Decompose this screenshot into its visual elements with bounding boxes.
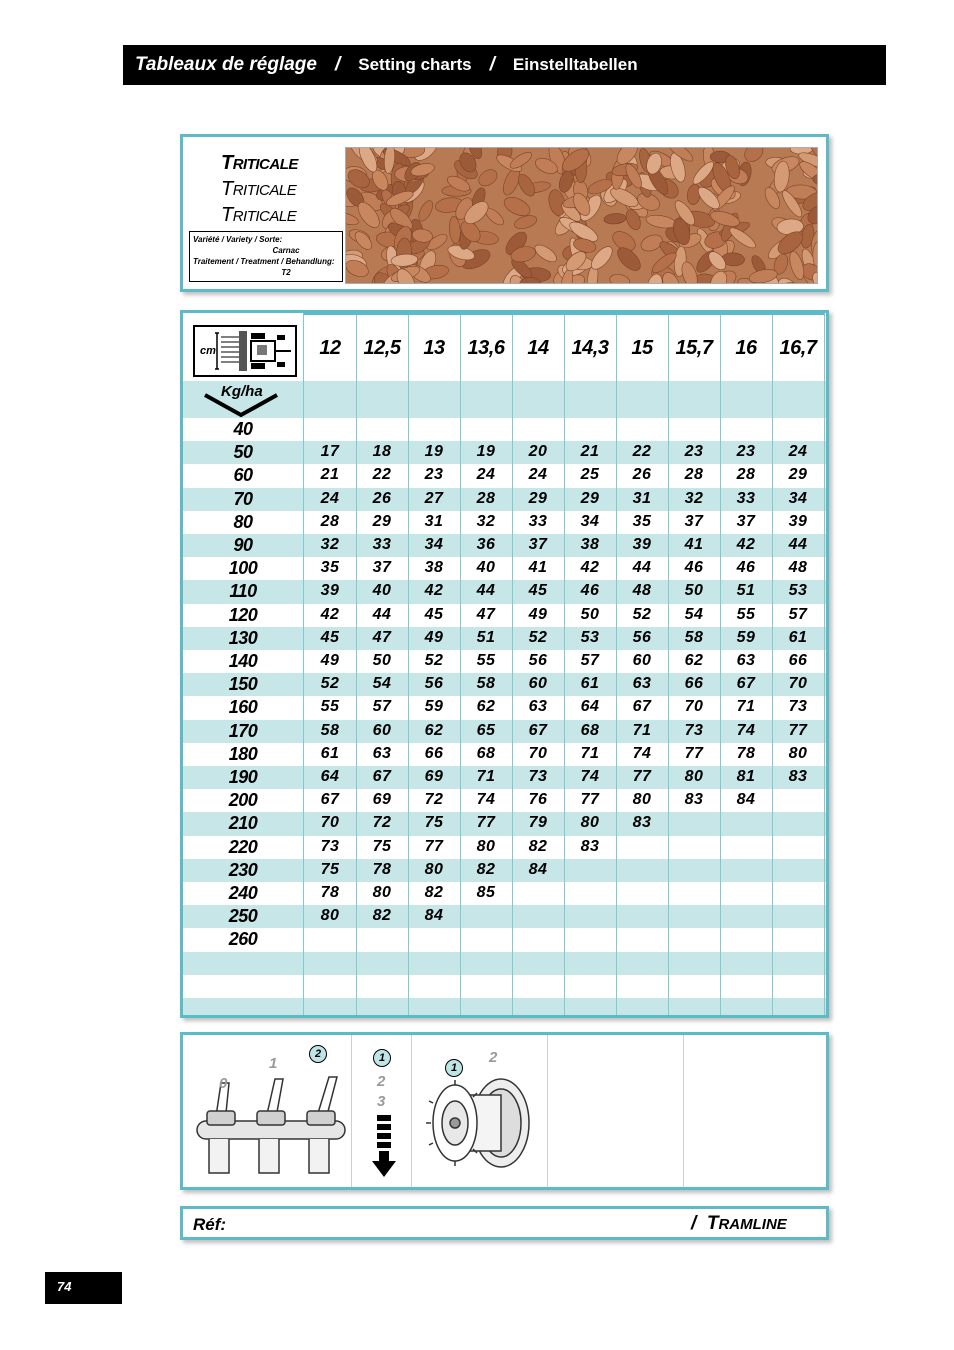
table-cell: 52 (632, 605, 652, 623)
table-cell: 47 (372, 628, 392, 646)
table-cell: 61 (580, 675, 600, 693)
table-cell: 80 (320, 907, 340, 925)
table-cell: 74 (476, 791, 496, 809)
table-cell: 78 (736, 744, 756, 762)
table-cell: 71 (736, 698, 756, 716)
table-cell: 33 (372, 536, 392, 553)
table-cell: 29 (528, 489, 548, 507)
table-cell: 58 (684, 628, 704, 646)
row-rate-label: 40 (233, 419, 253, 439)
tractor-drill-icon (193, 325, 297, 377)
row-rate-label: 70 (233, 488, 253, 509)
page-number: 74 (45, 1272, 122, 1304)
column-header-width: 12 (304, 313, 356, 381)
table-cell: 53 (788, 582, 808, 600)
header-title-de: Einstelltabellen (512, 55, 638, 74)
row-rate-label: 120 (228, 604, 258, 625)
table-cell: 45 (528, 582, 548, 600)
table-cell: 55 (736, 605, 756, 623)
table-cell: 47 (476, 605, 496, 623)
table-cell: 28 (320, 512, 340, 530)
table-cell: 48 (632, 582, 652, 600)
table-cell: 37 (736, 512, 756, 530)
table-cell: 80 (424, 860, 444, 878)
column-header-width: 16 (720, 313, 772, 381)
table-cell: 52 (320, 675, 340, 693)
table-cell: 59 (424, 698, 444, 716)
table-cell: 52 (424, 652, 444, 669)
setting-chart-table (180, 310, 829, 1018)
table-cell: 85 (476, 884, 496, 901)
table-cell: 80 (372, 884, 392, 901)
page-header (123, 45, 886, 85)
table-cell: 52 (528, 628, 548, 646)
table-cell: 77 (424, 837, 444, 855)
ref-label: Réf: (193, 1215, 227, 1234)
table-cell: 24 (476, 466, 496, 484)
table-cell: 57 (788, 605, 808, 623)
table-cell: 67 (528, 721, 548, 739)
reference-box (180, 1206, 829, 1240)
table-stripe (183, 952, 826, 975)
table-cell: 34 (580, 512, 600, 530)
table-cell: 38 (424, 559, 444, 577)
table-cell: 51 (736, 582, 756, 600)
table-cell: 37 (528, 536, 548, 553)
column-header-width: 14 (512, 313, 564, 381)
table-cell: 21 (580, 443, 600, 461)
row-rate-label: 190 (228, 767, 258, 787)
table-cell: 78 (320, 884, 340, 901)
table-cell: 80 (476, 837, 496, 855)
row-rate-label: 160 (228, 697, 258, 718)
crop-names (221, 151, 298, 229)
grain-kernel (645, 213, 677, 230)
svg-text:cm: cm (200, 345, 216, 357)
table-cell: 82 (528, 837, 548, 855)
table-cell: 60 (528, 675, 548, 693)
table-cell: 80 (684, 768, 704, 785)
table-cell: 39 (632, 536, 652, 553)
table-cell: 77 (632, 768, 652, 785)
row-rate-label: 230 (228, 859, 258, 880)
table-cell: 62 (684, 652, 704, 669)
svg-text:Kg/ha: Kg/ha (221, 383, 263, 400)
table-cell: 72 (372, 814, 392, 832)
table-cell: 23 (736, 443, 756, 461)
table-cell: 70 (788, 675, 808, 693)
settings-divider (547, 1035, 548, 1187)
tramline-label: / TRAMLINE (691, 1213, 787, 1234)
table-cell: 82 (424, 884, 444, 901)
table-cell: 76 (528, 791, 548, 809)
table-cell: 83 (788, 768, 808, 785)
table-cell: 83 (580, 837, 600, 855)
row-rate-label: 250 (228, 906, 258, 927)
table-cell: 36 (476, 536, 496, 553)
table-cell: 53 (580, 628, 600, 646)
table-cell: 70 (684, 698, 704, 716)
row-rate-label: 170 (228, 720, 258, 741)
row-rate-label: 50 (233, 442, 253, 463)
table-cell: 37 (684, 512, 704, 530)
table-cell: 44 (632, 559, 652, 577)
table-cell: 28 (736, 466, 756, 484)
table-cell: 20 (528, 443, 548, 461)
table-cell: 83 (684, 791, 704, 809)
grain-kernel (513, 213, 539, 231)
table-cell: 73 (528, 768, 548, 785)
table-cell: 45 (424, 605, 444, 623)
grain-kernel (603, 213, 626, 225)
table-cell: 50 (580, 605, 600, 623)
table-cell: 42 (736, 536, 756, 553)
table-cell: 60 (372, 721, 392, 739)
settings-box (180, 1032, 829, 1190)
table-cell: 73 (788, 698, 808, 716)
table-cell: 77 (580, 791, 600, 809)
speed-step-selected: 1 (373, 1049, 391, 1067)
table-cell: 27 (424, 489, 444, 507)
table-cell: 23 (684, 443, 704, 461)
table-cell: 18 (372, 443, 392, 461)
table-cell: 46 (580, 582, 600, 600)
table-cell: 75 (320, 860, 340, 878)
speed-scale-icon (371, 1113, 397, 1181)
table-cell: 34 (424, 536, 444, 553)
settings-divider (351, 1035, 352, 1187)
table-cell: 67 (372, 768, 392, 785)
table-cell: 40 (476, 559, 496, 577)
variety-box (189, 231, 343, 282)
lever-position-1: 1 (269, 1055, 278, 1072)
table-cell: 77 (684, 744, 704, 762)
table-cell: 84 (736, 791, 756, 809)
header-separator: / (334, 54, 341, 75)
table-cell: 48 (788, 559, 808, 577)
table-cell: 80 (632, 791, 652, 809)
table-cell: 63 (372, 744, 392, 762)
header-separator: / (489, 54, 495, 75)
column-header-width: 14,3 (564, 313, 616, 381)
table-cell: 66 (684, 675, 704, 693)
table-cell: 44 (788, 536, 808, 553)
table-cell: 31 (424, 512, 444, 530)
table-cell: 33 (528, 512, 548, 530)
table-cell: 19 (476, 443, 496, 461)
table-cell: 28 (684, 466, 704, 484)
row-rate-label: 140 (228, 651, 258, 671)
table-cell: 62 (424, 721, 444, 739)
grain-kernel (532, 242, 559, 265)
table-cell: 22 (372, 466, 392, 484)
table-cell: 63 (632, 675, 652, 693)
column-header-width: 15,7 (668, 313, 720, 381)
table-cell: 59 (736, 628, 756, 646)
crop-name-en: TRITICALE (221, 178, 297, 200)
table-cell: 84 (528, 860, 548, 878)
row-rate-label: 80 (233, 511, 253, 532)
table-cell: 35 (632, 512, 652, 530)
column-header-width: 16,7 (772, 313, 824, 381)
table-cell: 64 (320, 768, 340, 785)
table-cell: 21 (320, 466, 340, 484)
column-header-width: 13,6 (460, 313, 512, 381)
table-cell: 56 (632, 628, 652, 646)
speed-step-2: 2 (377, 1073, 386, 1090)
column-header-width: 15 (616, 313, 668, 381)
table-cell: 29 (788, 466, 808, 484)
table-cell: 79 (528, 814, 548, 832)
table-cell: 72 (424, 791, 444, 809)
table-cell: 68 (476, 744, 496, 762)
table-cell: 78 (372, 860, 392, 878)
table-cell: 67 (736, 675, 756, 693)
column-header-width: 12,5 (356, 313, 408, 381)
table-cell: 64 (580, 698, 600, 716)
treatment-label: Traitement / Treatment / Behandlung: (193, 257, 335, 266)
row-rate-label: 200 (228, 790, 258, 811)
column-header-width: 13 (408, 313, 460, 381)
settings-divider (411, 1035, 412, 1187)
table-cell: 69 (424, 768, 444, 785)
row-rate-label: 130 (228, 627, 258, 648)
table-cell: 46 (684, 559, 704, 577)
table-cell: 65 (476, 721, 496, 739)
row-rate-label: 240 (228, 883, 258, 903)
table-cell: 84 (424, 907, 444, 925)
lever-position-selected: 2 (309, 1045, 327, 1063)
table-cell: 60 (632, 652, 652, 669)
table-cell: 32 (320, 536, 340, 553)
table-cell: 80 (788, 744, 808, 762)
table-cell: 42 (320, 605, 340, 623)
table-cell: 50 (684, 582, 704, 600)
table-cell: 32 (684, 489, 704, 507)
row-rate-label: 210 (228, 813, 258, 834)
table-cell: 42 (580, 559, 600, 577)
table-cell: 62 (476, 698, 496, 716)
table-cell: 71 (580, 744, 600, 762)
table-cell: 23 (424, 466, 444, 484)
table-cell: 82 (476, 860, 496, 878)
table-cell: 34 (788, 489, 808, 507)
table-cell: 55 (320, 698, 340, 716)
variety-label: Variété / Variety / Sorte: (193, 235, 283, 244)
table-cell: 61 (788, 628, 808, 646)
table-cell: 31 (632, 489, 652, 507)
table-cell: 74 (580, 768, 600, 785)
table-cell: 41 (684, 536, 704, 553)
table-cell: 38 (580, 536, 600, 553)
row-rate-label: 150 (228, 674, 258, 695)
table-cell: 46 (736, 559, 756, 577)
crop-name-fr: TRITICALE (221, 152, 298, 174)
table-cell: 74 (632, 744, 652, 762)
table-cell: 66 (788, 652, 808, 669)
gear-position-selected: 1 (445, 1059, 463, 1077)
grain-kernel (416, 198, 436, 223)
table-cell: 39 (320, 582, 340, 600)
table-cell: 35 (320, 559, 340, 577)
table-cell: 67 (320, 791, 340, 809)
table-cell: 63 (528, 698, 548, 716)
grain-kernel (609, 273, 631, 284)
table-cell: 71 (476, 768, 496, 785)
table-cell: 68 (580, 721, 600, 739)
table-cell: 69 (372, 791, 392, 809)
lever-position-0: 0 (219, 1075, 228, 1092)
table-cell: 77 (476, 814, 496, 832)
table-cell: 71 (632, 721, 652, 739)
row-rate-label: 180 (228, 743, 258, 764)
table-cell: 50 (372, 652, 392, 669)
table-cell: 41 (528, 559, 548, 577)
gearbox-wheel-icon (423, 1073, 539, 1173)
table-cell: 75 (424, 814, 444, 832)
header-title-fr: Tableaux de réglage (135, 54, 317, 75)
grain-kernel (346, 282, 362, 284)
table-cell: 63 (736, 652, 756, 669)
kgha-arrow-icon (201, 381, 281, 419)
table-cell: 32 (476, 512, 496, 530)
table-cell: 29 (580, 489, 600, 507)
table-cell: 58 (476, 675, 496, 693)
variety-value: Carnac (272, 246, 300, 255)
grain-kernel (448, 216, 461, 244)
crop-info-box (180, 134, 829, 292)
table-cell: 73 (320, 837, 340, 855)
header-title-en: Setting charts (358, 55, 472, 74)
table-cell: 56 (424, 675, 444, 693)
table-cell: 22 (632, 443, 652, 461)
table-cell: 40 (372, 582, 392, 600)
table-cell: 70 (528, 744, 548, 762)
table-cell: 49 (528, 605, 548, 623)
table-cell: 80 (580, 814, 600, 832)
table-column-divider (824, 313, 825, 1018)
table-cell: 56 (528, 652, 548, 669)
table-cell: 33 (736, 489, 756, 507)
table-cell: 67 (632, 698, 652, 716)
table-cell: 26 (372, 489, 392, 507)
grain-kernel (476, 166, 500, 189)
table-cell: 66 (424, 744, 444, 762)
table-cell: 26 (632, 466, 652, 484)
row-rate-label: 60 (233, 465, 253, 486)
table-cell: 28 (476, 489, 496, 507)
table-stripe (183, 998, 826, 1018)
table-cell: 49 (320, 652, 340, 669)
table-cell: 29 (372, 512, 392, 530)
table-cell: 70 (320, 814, 340, 832)
table-cell: 24 (320, 489, 340, 507)
table-cell: 19 (424, 443, 444, 461)
table-cell: 54 (372, 675, 392, 693)
table-cell: 57 (580, 652, 600, 669)
table-cell: 45 (320, 628, 340, 646)
table-cell: 55 (476, 652, 496, 669)
table-cell: 25 (580, 466, 600, 484)
table-cell: 61 (320, 744, 340, 762)
table-cell: 17 (320, 443, 340, 461)
grain-kernel (346, 210, 360, 227)
table-cell: 24 (528, 466, 548, 484)
table-cell: 83 (632, 814, 652, 832)
table-cell: 74 (736, 721, 756, 739)
wheat-grain-photo (345, 147, 818, 284)
table-cell: 57 (372, 698, 392, 716)
table-cell: 81 (736, 768, 756, 785)
row-rate-label: 90 (233, 535, 253, 555)
table-cell: 44 (372, 605, 392, 623)
table-cell: 51 (476, 628, 496, 646)
row-rate-label: 100 (228, 558, 258, 579)
table-cell: 82 (372, 907, 392, 925)
settings-divider (683, 1035, 684, 1187)
table-cell: 37 (372, 559, 392, 577)
row-rate-label: 220 (228, 836, 258, 857)
table-cell: 39 (788, 512, 808, 530)
table-cell: 73 (684, 721, 704, 739)
row-rate-label: 110 (229, 581, 257, 602)
treatment-value: T2 (281, 268, 291, 277)
table-cell: 58 (320, 721, 340, 739)
speed-step-3: 3 (377, 1093, 386, 1110)
table-cell: 49 (424, 628, 444, 646)
table-cell: 75 (372, 837, 392, 855)
row-rate-label: 260 (228, 929, 258, 950)
table-cell: 24 (788, 443, 808, 461)
crop-name-de: TRITICALE (221, 204, 297, 226)
table-cell: 54 (684, 605, 704, 623)
table-cell: 77 (788, 721, 808, 739)
table-cell: 42 (424, 582, 444, 600)
table-cell: 44 (476, 582, 496, 600)
gear-position-2: 2 (489, 1049, 498, 1066)
